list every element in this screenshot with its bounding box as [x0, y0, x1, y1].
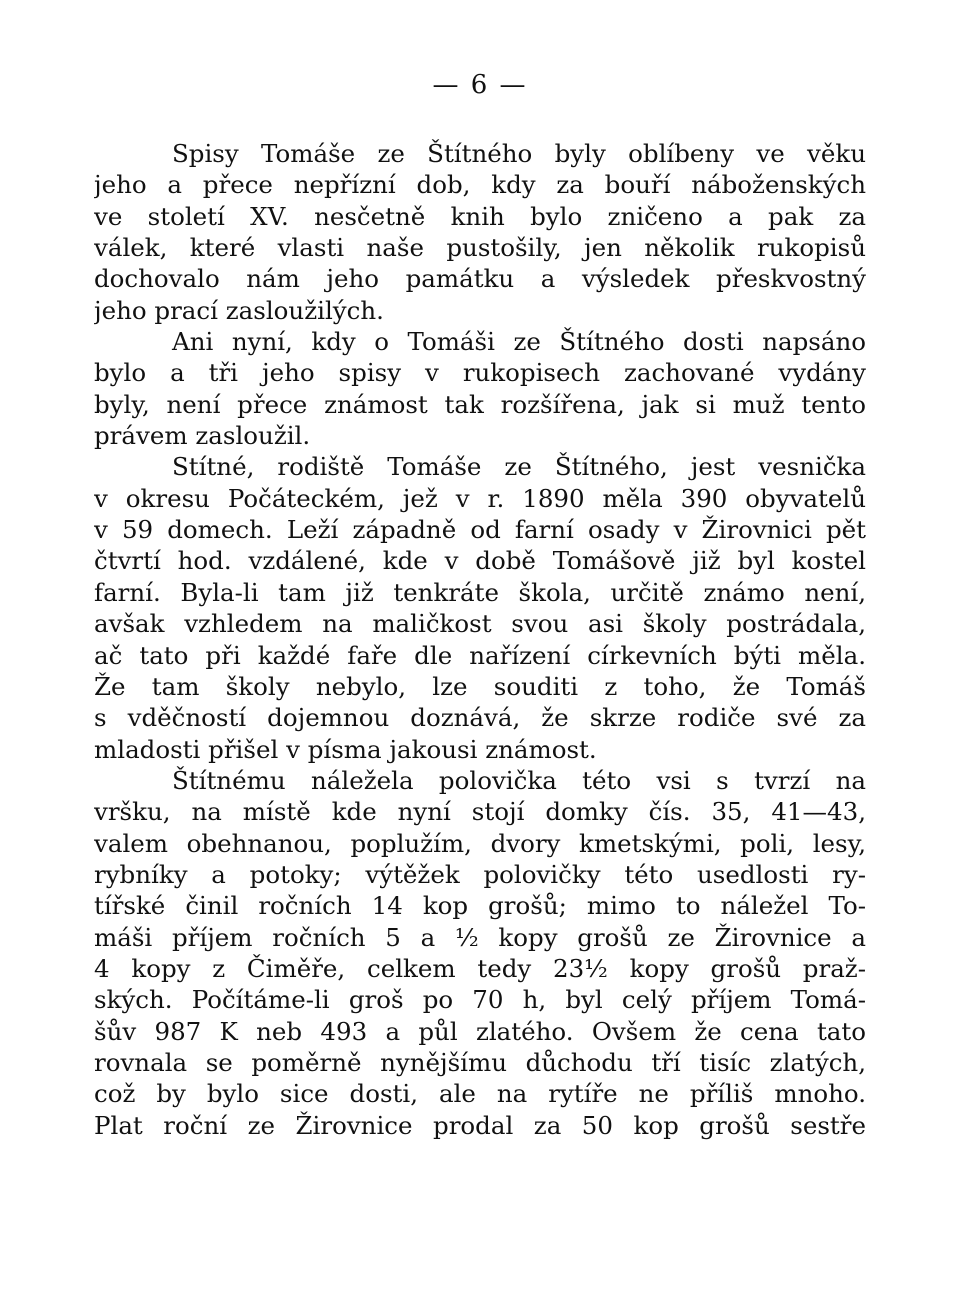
text-line: ských. Počítáme-li groš po 70 h, byl celý příjem Tomá-	[94, 985, 866, 1015]
body-text	[94, 138, 866, 1141]
text-line: máši příjem ročních 5 a ½ kopy grošů ze Žirovnice a	[94, 922, 866, 952]
text-line: Stítné, rodiště Tomáše ze Štítného, jest vesnička	[172, 452, 866, 482]
text-line: avšak vzhledem na maličkost svou asi školy postrádala,	[94, 609, 866, 639]
text-line: což by bylo sice dosti, ale na rytíře ne příliš mnoho.	[94, 1079, 866, 1109]
text-line: rovnala se poměrně nynějšímu důchodu tří tisíc zlatých,	[94, 1047, 866, 1077]
text-line: válek, které vlasti naše pustošily, jen několik rukopisů	[94, 233, 866, 263]
text-line: valem obehnanou, poplužím, dvory kmetskými, poli, lesy,	[94, 828, 866, 858]
page-number: — 6 —	[432, 70, 528, 100]
paragraph	[94, 138, 866, 326]
paragraph	[94, 326, 866, 451]
text-line: ve století XV. nesčetně knih bylo zničeno a pak za	[94, 201, 866, 231]
text-line: vršku, na místě kde nyní stojí domky čís. 35, 41—43,	[94, 797, 866, 827]
text-line: rybníky a potoky; výtěžek polovičky této usedlosti ry-	[94, 859, 866, 889]
paragraph	[94, 765, 866, 1141]
text-line: byly, není přece známost tak rozšířena, jak si muž tento	[94, 389, 866, 419]
text-line: Ani nyní, kdy o Tomáši ze Štítného dosti napsáno	[172, 327, 866, 357]
text-line: 4 kopy z Čiměře, celkem tedy 23½ kopy grošů praž-	[94, 953, 866, 983]
text-line: s vděčností dojemnou doznává, že skrze rodiče své za	[94, 703, 866, 733]
text-line: jeho prací zasloužilých.	[94, 295, 384, 325]
text-line: šův 987 K neb 493 a půl zlatého. Ovšem že cena tato	[94, 1016, 866, 1046]
paragraph	[94, 451, 866, 764]
text-line: Spisy Tomáše ze Štítného byly oblíbeny ve věku	[172, 139, 866, 168]
text-line: Plat roční ze Žirovnice prodal za 50 kop grošů sestře	[94, 1110, 866, 1140]
text-line: bylo a tři jeho spisy v rukopisech zachované vydány	[94, 358, 866, 388]
text-line: v 59 domech. Leží západně od farní osady v Žirovnici pět	[94, 515, 866, 545]
text-line: tířské činil ročních 14 kop grošů; mimo to náležel To-	[94, 891, 866, 921]
text-line: Že tam školy nebylo, lze souditi z toho, že Tomáš	[94, 671, 866, 701]
text-line: mladosti přišel v písma jakousi známost.	[94, 734, 597, 764]
text-line: čtvrtí hod. vzdálené, kde v době Tomášově již byl kostel	[94, 546, 866, 576]
text-line: jeho a přece nepřízní dob, kdy za bouří náboženských	[94, 170, 866, 200]
text-line: ač tato při každé faře dle nařízení církevních býti měla.	[94, 640, 866, 670]
text-line: dochovalo nám jeho památku a výsledek přeskvostný	[94, 264, 866, 294]
text-line: v okresu Počáteckém, jež v r. 1890 měla 390 obyvatelů	[94, 483, 866, 513]
text-line: Štítnému náležela polovička této vsi s tvrzí na	[172, 765, 866, 795]
text-line: farní. Byla-li tam již tenkráte škola, určitě známo není,	[94, 577, 866, 607]
text-line: právem zasloužil.	[94, 421, 311, 451]
